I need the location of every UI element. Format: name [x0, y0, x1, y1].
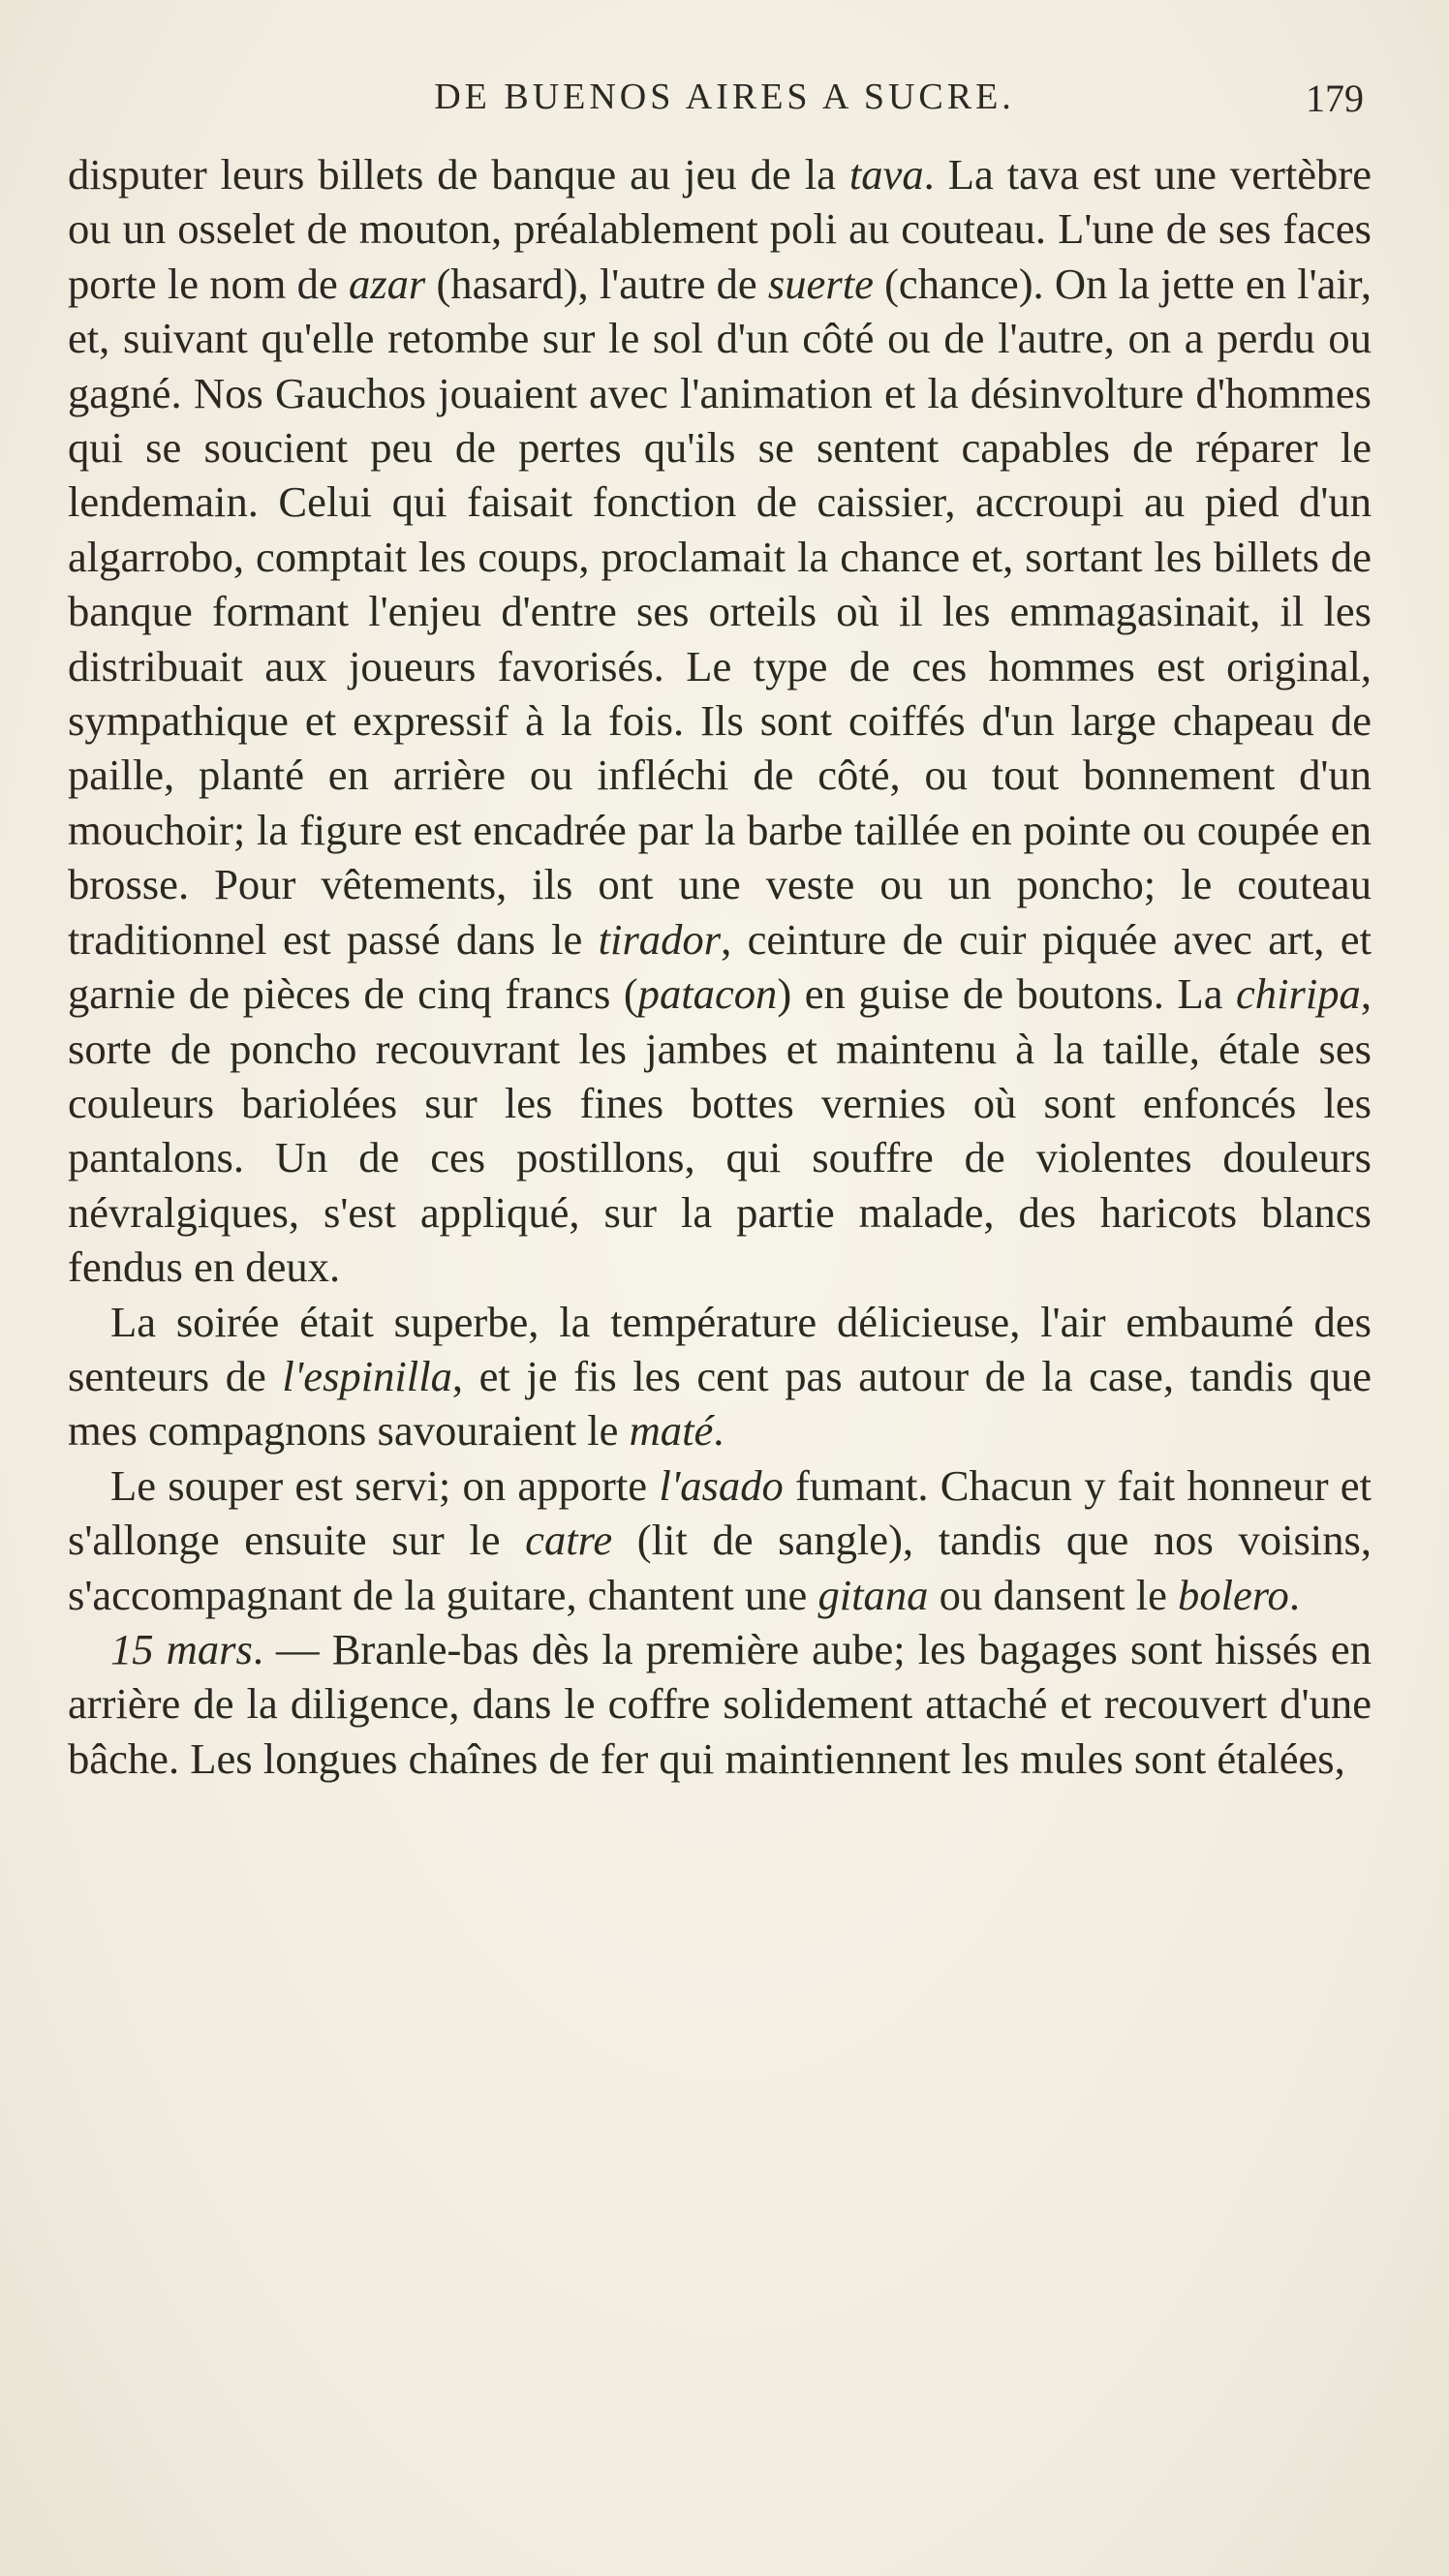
text-run: (lit de sangle), tandis que nos voisins, s'accompagnant de la guitare, chantent une: [68, 1516, 1372, 1619]
running-head: DE BUENOS AIRES A SUCRE.: [434, 77, 1015, 117]
text-run: , et je fis les cent pas autour de la case, tandis que mes compagnons savouraient le: [68, 1351, 1372, 1456]
italic-term: maté: [629, 1406, 714, 1456]
paragraph: [68, 147, 1372, 1295]
body-text: [68, 147, 1372, 1786]
page-number: 179: [1306, 77, 1364, 120]
text-run: disputer leurs billets de banque au jeu de la: [68, 150, 849, 199]
italic-term: l'asado: [659, 1460, 784, 1510]
text-run: .: [1288, 1570, 1300, 1619]
italic-term: gitana: [817, 1570, 929, 1619]
italic-term: bolero: [1178, 1570, 1289, 1619]
text-run: . — Branle-bas dès la première aube; les bagages sont hissés en arrière de la diligence, dans le coffre solidement attaché et recouvert d'une bâche. Les longues chaînes de fer qui maintiennent les mules sont étalées,: [68, 1624, 1372, 1783]
italic-term: suerte: [767, 259, 874, 308]
italic-term: tava: [848, 150, 924, 199]
paragraph: [68, 1295, 1372, 1458]
text-run: Le souper est servi; on apporte: [110, 1460, 660, 1510]
text-run: ou dansent le: [928, 1570, 1179, 1619]
text-run: .: [713, 1406, 724, 1456]
text-run: La soirée était superbe, la température délicieuse, l'air embaumé des senteurs de: [68, 1297, 1372, 1400]
italic-term: tirador: [598, 914, 722, 964]
page-header: [0, 76, 1449, 134]
text-run: ) en guise de boutons. La: [777, 969, 1236, 1019]
italic-term: 15 mars: [110, 1624, 253, 1673]
italic-term: patacon: [637, 969, 778, 1019]
text-run: (chance). On la jette en l'air, et, suivant qu'elle retombe sur le sol d'un côté ou de l'autre, on a perdu ou gagné. Nos Gauchos jouaient avec l'animation et la désinvolture d'hommes qui se soucient peu de pertes qu'ils se sentent capables de réparer le lendemain. Celui qui faisait fonction de caissier, accroupi au pied d'un algarrobo, comptait les coups, proclamait la chance et, sortant les billets de banque formant l'enjeu d'entre ses orteils où il les emmagasinait, il les distribuait aux joueurs favorisés. Le type de ces hommes est original, sympathique et expressif à la fois. Ils sont coiffés d'un large chapeau de paille, planté en arrière ou infléchi de côté, ou tout bonnement d'un mouchoir; la figure est encadrée par la barbe taillée en pointe ou coupée en brosse. Pour vêtements, ils ont une veste ou un poncho; le couteau traditionnel est passé dans le: [68, 259, 1372, 964]
text-run: , sorte de poncho recouvrant les jambes et maintenu à la taille, étale ses couleurs bariolées sur les fines bottes vernies où sont enfoncés les pantalons. Un de ces postillons, qui souffre de violentes douleurs névralgiques, s'est appliqué, sur la partie malade, des haricots blancs fendus en deux.: [68, 969, 1372, 1292]
text-run: fumant. Chacun y fait honneur et s'allonge ensuite sur le: [68, 1460, 1372, 1565]
text-run: . La tava est une vertèbre ou un osselet de mouton, préalablement poli au couteau. L'une de ses faces porte le nom de: [68, 150, 1372, 308]
paragraph: [68, 1458, 1372, 1622]
italic-term: l'espinilla: [282, 1351, 452, 1400]
italic-term: catre: [525, 1516, 613, 1565]
italic-term: chiripa: [1236, 969, 1361, 1019]
paragraph: [68, 1622, 1372, 1786]
text-run: (hasard), l'autre de: [425, 259, 768, 308]
text-run: , ceinture de cuir piquée avec art, et garnie de pièces de cinq francs (: [68, 914, 1372, 1019]
italic-term: azar: [348, 259, 426, 308]
